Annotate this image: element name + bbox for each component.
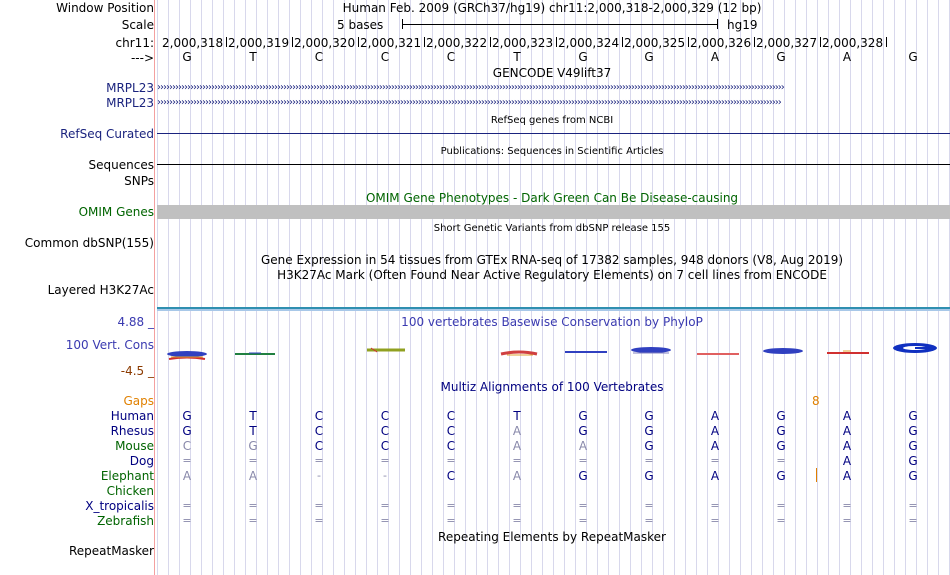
ruler-tick bbox=[556, 37, 557, 47]
alignment-base: T bbox=[249, 424, 257, 438]
alignment-base: = bbox=[380, 514, 390, 527]
ruler-position-label: 2,000,323 bbox=[492, 36, 554, 50]
species-label[interactable]: Zebrafish bbox=[97, 514, 154, 528]
alignment-base: = bbox=[578, 499, 588, 512]
alignment-base: A bbox=[710, 469, 720, 483]
cons-logo-9 bbox=[827, 351, 869, 353]
alignment-base: A bbox=[578, 439, 588, 453]
species-label[interactable]: X_tropicalis bbox=[85, 499, 154, 513]
reference-base: G bbox=[644, 50, 654, 64]
alignment-base: G bbox=[908, 469, 918, 483]
refseq-label[interactable]: RefSeq Curated bbox=[60, 127, 154, 141]
species-label[interactable]: Rhesus bbox=[110, 424, 154, 438]
scale-bar bbox=[402, 17, 718, 31]
h3k27ac-signal-shade bbox=[157, 309, 950, 311]
alignment-base: G bbox=[776, 424, 786, 438]
alignment-base: = bbox=[710, 514, 720, 527]
h3k27ac-track-title: H3K27Ac Mark (Often Found Near Active Regulatory Elements) on 7 cell lines from ENCODE bbox=[277, 268, 827, 282]
alignment-base: = bbox=[182, 499, 192, 512]
alignment-base: G bbox=[578, 424, 588, 438]
cons-logo-1 bbox=[167, 351, 207, 359]
alignment-base: A bbox=[182, 469, 192, 483]
ruler-position-label: 2,000,318 bbox=[162, 36, 224, 50]
reference-base: C bbox=[380, 50, 390, 64]
alignment-base: = bbox=[182, 454, 192, 467]
alignment-base: = bbox=[314, 454, 324, 467]
gencode-gene-feature-2[interactable]: ›››››››››››››››››››››››››››››››››››››››››››››››››››››››››››››››››››››››››››››››››››››››››››››››››››››››››››››››››››››››››››››››››››››››››››››››››››››››››››››››››››››››››››››››››››››››››››››››››››››››››››››››› bbox=[157, 98, 781, 108]
alignment-base: C bbox=[446, 469, 456, 483]
cons-track-title: 100 vertebrates Basewise Conservation by PhyloP bbox=[401, 315, 703, 329]
alignment-base: G bbox=[908, 439, 918, 453]
alignment-base: A bbox=[842, 409, 852, 423]
species-label[interactable]: Human bbox=[110, 409, 154, 423]
alignment-base: = bbox=[446, 454, 456, 467]
alignment-base: G bbox=[908, 454, 918, 468]
reference-base: G bbox=[776, 50, 786, 64]
alignment-base: = bbox=[512, 454, 522, 467]
refseq-track-title: RefSeq genes from NCBI bbox=[490, 115, 614, 126]
alignment-base: G bbox=[644, 439, 654, 453]
alignment-base: A bbox=[710, 424, 720, 438]
alignment-base: C bbox=[182, 439, 192, 453]
ruler-tick bbox=[688, 37, 689, 47]
repeatmasker-label[interactable]: RepeatMasker bbox=[68, 544, 154, 558]
alignment-base: G bbox=[908, 409, 918, 423]
alignment-base: A bbox=[842, 454, 852, 468]
species-label[interactable]: Elephant bbox=[100, 469, 154, 483]
alignment-base: G bbox=[776, 439, 786, 453]
cons-max-label: 4.88 _ bbox=[117, 315, 154, 329]
ruler-position-label: 2,000,321 bbox=[360, 36, 422, 50]
alignment-base: = bbox=[314, 499, 324, 512]
alignment-base: A bbox=[842, 424, 852, 438]
ruler-tick bbox=[358, 37, 359, 47]
reference-base: A bbox=[842, 50, 852, 64]
alignment-base: A bbox=[512, 424, 522, 438]
alignment-base: G bbox=[644, 469, 654, 483]
alignment-base: - bbox=[317, 469, 321, 482]
elephant-insertion-marker bbox=[816, 468, 817, 482]
alignment-base: A bbox=[710, 439, 720, 453]
gaps-label[interactable]: Gaps bbox=[123, 394, 154, 408]
ruler-position-label: 2,000,328 bbox=[822, 36, 884, 50]
gencode-track-title: GENCODE V49lift37 bbox=[492, 66, 612, 80]
alignment-base: C bbox=[314, 424, 324, 438]
alignment-base: = bbox=[314, 514, 324, 527]
gtex-track-title: Gene Expression in 54 tissues from GTEx RNA-seq of 17382 samples, 948 donors (V8, Aug 2019) bbox=[260, 253, 844, 267]
cons-logo-6 bbox=[631, 347, 671, 353]
cons-logo-8 bbox=[763, 348, 803, 354]
alignment-base: = bbox=[248, 499, 258, 512]
ruler-tick bbox=[754, 37, 755, 47]
dbsnp-track-title: Short Genetic Variants from dbSNP release 155 bbox=[433, 223, 671, 234]
snps-label[interactable]: SNPs bbox=[124, 174, 154, 188]
gencode-gene-label-1[interactable]: MRPL23 bbox=[106, 81, 154, 95]
scale-text: 5 bases bbox=[337, 18, 384, 32]
multiz-track-title: Multiz Alignments of 100 Vertebrates bbox=[440, 380, 664, 394]
window-position-label: Window Position bbox=[56, 1, 154, 15]
alignment-base: G bbox=[776, 469, 786, 483]
cons-logo-4 bbox=[501, 352, 537, 355]
alignment-base: A bbox=[512, 439, 522, 453]
alignment-base: G bbox=[644, 424, 654, 438]
alignment-base: C bbox=[314, 409, 324, 423]
alignment-base: = bbox=[248, 514, 258, 527]
ruler-tick bbox=[622, 37, 623, 47]
gaps-value: 8 bbox=[812, 394, 820, 408]
cons-min-label: -4.5 _ bbox=[120, 364, 154, 378]
alignment-base: = bbox=[446, 499, 456, 512]
alignment-base: C bbox=[446, 409, 456, 423]
assembly-label: hg19 bbox=[727, 18, 758, 32]
alignment-base: = bbox=[776, 499, 786, 512]
reference-base: C bbox=[314, 50, 324, 64]
ruler-position-label: 2,000,325 bbox=[624, 36, 686, 50]
alignment-base: = bbox=[842, 514, 852, 527]
reference-base: G bbox=[182, 50, 192, 64]
alignment-base: = bbox=[710, 499, 720, 512]
alignment-base: - bbox=[383, 469, 387, 482]
alignment-base: = bbox=[908, 499, 918, 512]
ruler-tick bbox=[490, 37, 491, 47]
alignment-base: = bbox=[776, 454, 786, 467]
alignment-base: = bbox=[842, 499, 852, 512]
alignment-base: C bbox=[380, 439, 390, 453]
sequences-label[interactable]: Sequences bbox=[88, 158, 154, 172]
alignment-base: G bbox=[908, 424, 918, 438]
h3k27ac-label[interactable]: Layered H3K27Ac bbox=[47, 283, 154, 297]
alignment-base: = bbox=[182, 514, 192, 527]
reference-base: T bbox=[513, 50, 521, 64]
ruler-tick bbox=[226, 37, 227, 47]
alignment-base: A bbox=[842, 469, 852, 483]
ruler-position-label: 2,000,326 bbox=[690, 36, 752, 50]
alignment-base: A bbox=[512, 469, 522, 483]
cons-logo-3 bbox=[367, 348, 405, 352]
alignment-base: = bbox=[578, 514, 588, 527]
alignment-base: G bbox=[578, 409, 588, 423]
ruler-tick bbox=[820, 37, 821, 47]
alignment-base: = bbox=[248, 454, 258, 467]
alignment-base: C bbox=[446, 424, 456, 438]
cons-logo-2 bbox=[235, 353, 275, 354]
ruler-position-label: 2,000,319 bbox=[228, 36, 290, 50]
alignment-base: = bbox=[644, 499, 654, 512]
species-label[interactable]: Mouse bbox=[115, 439, 154, 453]
sequences-feature[interactable] bbox=[157, 164, 950, 165]
window-title: Human Feb. 2009 (GRCh37/hg19) chr11:2,000,318-2,000,329 (12 bp) bbox=[342, 1, 762, 15]
alignment-base: A bbox=[842, 439, 852, 453]
ruler-position-label: 2,000,327 bbox=[756, 36, 818, 50]
reference-base: G bbox=[908, 50, 918, 64]
reference-base: T bbox=[249, 50, 257, 64]
species-label[interactable]: Dog bbox=[129, 454, 154, 468]
alignment-base: A bbox=[248, 469, 258, 483]
omim-track-title: OMIM Gene Phenotypes - Dark Green Can Be Disease-causing bbox=[365, 191, 739, 205]
alignment-base: = bbox=[512, 514, 522, 527]
alignment-base: = bbox=[512, 499, 522, 512]
scale-label: Scale bbox=[121, 18, 154, 32]
ruler-position-label: 2,000,322 bbox=[426, 36, 488, 50]
alignment-base: G bbox=[578, 469, 588, 483]
alignment-base: = bbox=[380, 454, 390, 467]
cons-logo-10 bbox=[893, 343, 937, 353]
alignment-base: = bbox=[446, 514, 456, 527]
ruler-tick bbox=[424, 37, 425, 47]
dbsnp-label[interactable]: Common dbSNP(155) bbox=[24, 236, 154, 250]
gencode-gene-label-2[interactable]: MRPL23 bbox=[106, 96, 154, 110]
alignment-base: = bbox=[776, 514, 786, 527]
alignment-base: = bbox=[908, 514, 918, 527]
omim-label[interactable]: OMIM Genes bbox=[78, 205, 154, 219]
alignment-base: G bbox=[248, 439, 258, 453]
alignment-base: T bbox=[513, 409, 521, 423]
alignment-base: G bbox=[776, 409, 786, 423]
ruler-tick bbox=[292, 37, 293, 47]
repeatmasker-track-title: Repeating Elements by RepeatMasker bbox=[438, 530, 666, 544]
reference-base: A bbox=[710, 50, 720, 64]
alignment-base: G bbox=[182, 409, 192, 423]
alignment-base: C bbox=[446, 439, 456, 453]
omim-feature-bar[interactable] bbox=[157, 205, 950, 219]
reference-base: G bbox=[578, 50, 588, 64]
alignment-base: = bbox=[644, 514, 654, 527]
alignment-base: A bbox=[710, 409, 720, 423]
strand-arrow-label: ---> bbox=[130, 51, 154, 65]
alignment-base: = bbox=[710, 454, 720, 467]
chrom-label: chr11: bbox=[115, 36, 154, 50]
alignment-base: T bbox=[249, 409, 257, 423]
cons-label[interactable]: 100 Vert. Cons bbox=[65, 338, 154, 352]
cons-logo-graph[interactable] bbox=[157, 338, 950, 368]
species-label[interactable]: Chicken bbox=[106, 484, 154, 498]
alignment-base: C bbox=[314, 439, 324, 453]
ruler-position-label: 2,000,320 bbox=[294, 36, 356, 50]
alignment-base: = bbox=[644, 454, 654, 467]
alignment-base: G bbox=[182, 424, 192, 438]
alignment-base: C bbox=[380, 424, 390, 438]
ruler-position-label: 2,000,324 bbox=[558, 36, 620, 50]
alignment-base: C bbox=[380, 409, 390, 423]
alignment-base: = bbox=[578, 454, 588, 467]
pubs-track-title: Publications: Sequences in Scientific Articles bbox=[440, 146, 664, 157]
label-divider bbox=[154, 0, 155, 575]
ruler-tick bbox=[886, 37, 887, 47]
refseq-feature[interactable] bbox=[157, 133, 950, 134]
alignment-base: G bbox=[644, 409, 654, 423]
gencode-gene-feature-1[interactable]: ››››››››››››››››››››››››››››››››››››››››››››››››››››››››››››››››››››››››››››››››››››››››››››››››››››››››››››››››››››››››››››››››››››››››››››››››››››››››››››››››››››››››››››››››››››››››››››››››››››››››››››››››› bbox=[157, 83, 784, 93]
alignment-base: = bbox=[380, 499, 390, 512]
reference-base: C bbox=[446, 50, 456, 64]
